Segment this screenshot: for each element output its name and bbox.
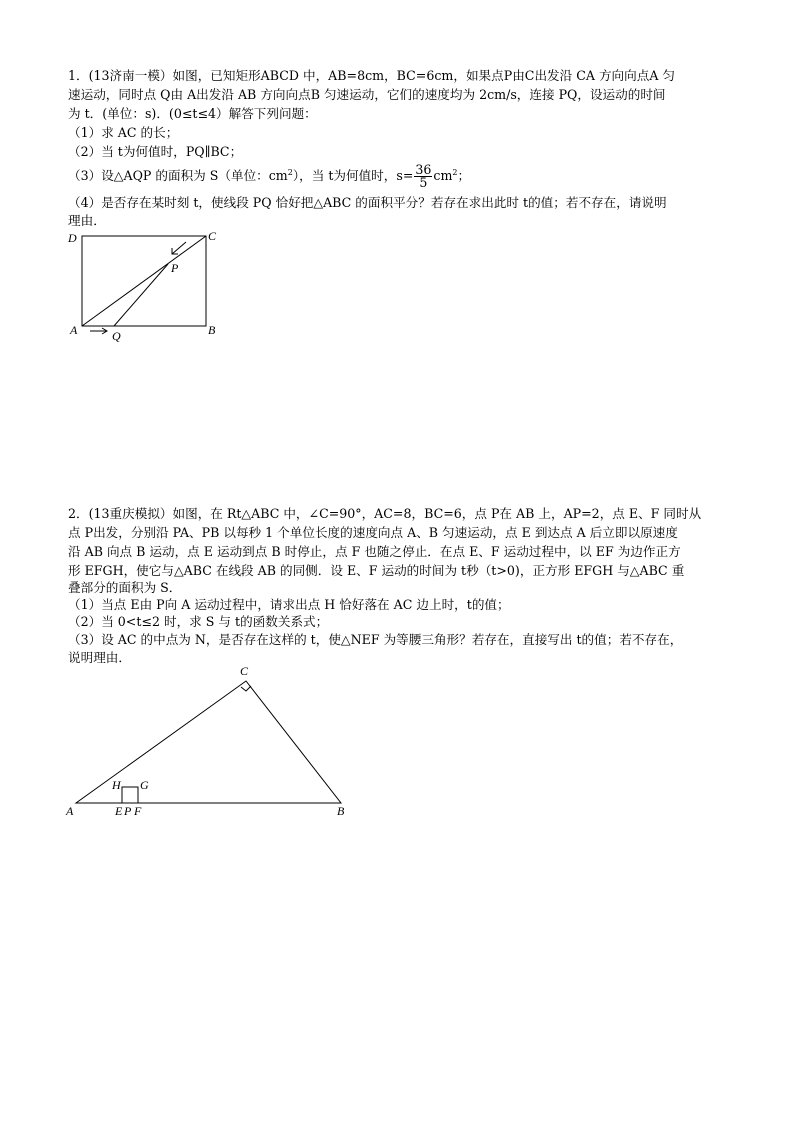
problem2-question-3: （3）设 AC 的中点为 N，是否存在这样的 t，使△NEF 为等腰三角形？若存在，直接写出 t的值；若不存在， (68, 632, 683, 647)
label-a: A (70, 323, 78, 337)
q3-sup: 2 (287, 168, 293, 177)
label-p: P (124, 804, 132, 818)
problem2-line-3: 沿 AB 向点 B 运动，点 E 运动到点 B 时停止，点 F 也随之停止．在点 E、F 运动过程中，以 EF 为边作正方 (68, 544, 681, 559)
q3-end: ； (457, 168, 471, 184)
problem2-line-2: 点 P出发，分别沿 PA、PB 以每秒 1 个单位长度的速度向点 A、B 匀速运动，点 E 到达点 A 后立即以原速度 (68, 525, 678, 540)
diagonal-ac (82, 236, 206, 326)
problem1-line-2: 速运动，同时点 Q由 A出发沿 AB 方向向点B 匀速运动，它们的速度均为 2cm/s，连接 PQ，设运动的时间 (68, 87, 666, 102)
problem2-line-5: 叠部分的面积为 S． (68, 580, 182, 595)
problem1-question-3 (68, 160, 470, 189)
fraction-denominator: 5 (419, 175, 428, 191)
problem2-question-3-cont: 说明理由． (68, 650, 131, 665)
q3-unit-sup: 2 (452, 168, 458, 177)
problem1-question-4-cont: 理由． (68, 213, 106, 228)
label-p: P (171, 261, 179, 275)
label-e: E (115, 804, 123, 818)
label-g: G (140, 778, 149, 792)
problem2-line-1: 2．(13重庆模拟）如图，在 Rt△ABC 中，∠C=90°，AC=8，BC=6，点 P在 AB 上，AP=2，点 E、F 同时从 (68, 506, 702, 521)
fraction (414, 164, 432, 189)
q3-unit: cm (433, 168, 453, 184)
problem2-line-4: 形 EFGH，使它与△ABC 在线段 AB 的同侧．设 E、F 运动的时间为 t秒（t>0)，正方形 EFGH 与△ABC 重 (68, 563, 685, 578)
q3-prefix: （3）设△AQP 的面积为 S（单位：cm (68, 168, 288, 184)
square-efgh (122, 787, 138, 803)
label-f: F (134, 804, 142, 818)
problem2-question-2: （2）当 0<t≤2 时，求 S 与 t的函数关系式； (68, 614, 329, 629)
fraction-numerator: 36 (415, 162, 432, 178)
label-a: A (66, 804, 74, 818)
label-h: H (112, 778, 121, 792)
segment-pq (114, 264, 168, 326)
label-d: D (68, 231, 77, 245)
triangle-figure (60, 662, 360, 822)
problem1-line-1: 1．(13济南一模）如图，已知矩形ABCD 中，AB=8cm，BC=6cm，如果点P由C出发沿 CA 方向向点A 匀 (68, 68, 676, 83)
problem1-question-2: （2）当 t为何值时，PQ∥BC； (68, 144, 243, 159)
label-q: Q (112, 329, 121, 343)
label-c: C (208, 229, 217, 243)
rectangle-figure (60, 228, 230, 343)
problem2-question-1: （1）当点 E由 P向 A 运动过程中，请求出点 H 恰好落在 AC 边上时，t的值； (68, 597, 510, 612)
problem1-line-3: 为 t．(单位：s)．(0≤t≤4）解答下列问题： (68, 106, 317, 121)
problem1-question-4: （4）是否存在某时刻 t，使线段 PQ 恰好把△ABC 的面积平分？若存在求出此时 t的值；若不存在，请说明 (68, 195, 667, 210)
problem1-question-1: （1）求 AC 的长； (68, 125, 179, 140)
right-angle-mark (241, 686, 251, 691)
label-b: B (208, 323, 216, 337)
q3-mid: ），当 t为何值时，s= (292, 168, 414, 184)
label-b: B (337, 804, 345, 818)
label-c: C (240, 664, 249, 678)
